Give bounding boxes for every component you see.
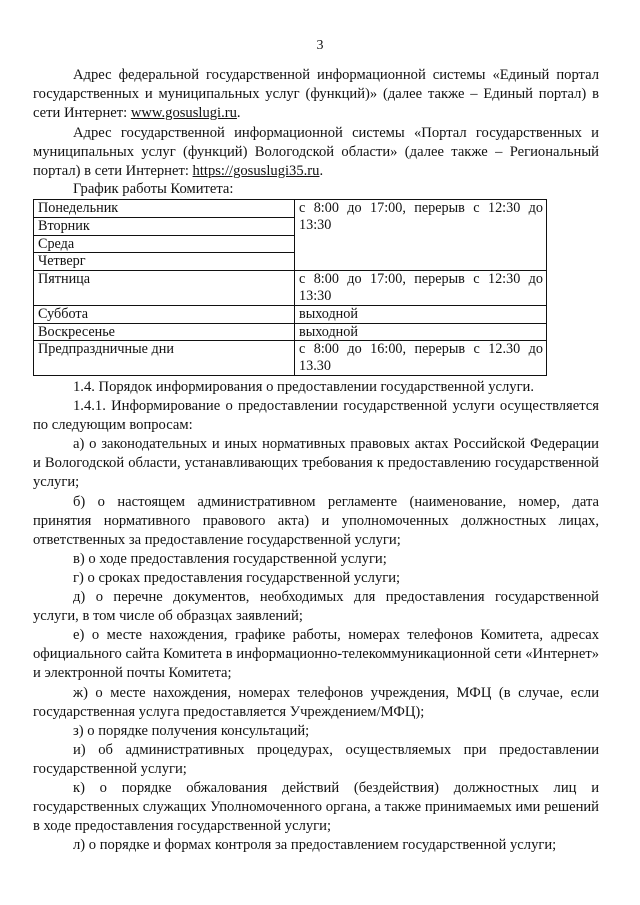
day-cell: Пятница (34, 271, 295, 306)
section-subheading: 1.4.1. Информирование о предоставлении государственной услуги осуществляется по следующим вопросам: (33, 398, 599, 434)
day-cell: Понедельник (34, 200, 295, 218)
list-item: б) о настоящем административном регламенте (наименование, номер, дата принятия нормативного правового акта) и уполномоченных должностных лицах, ответственных за предоставление государственной услуги; (33, 493, 599, 548)
schedule-title: График работы Комитета: (73, 181, 234, 198)
list-item: л) о порядке и формах контроля за предоставлением государственной услуги; (73, 837, 557, 854)
informing-section (33, 378, 599, 855)
federal-portal-end: . (236, 105, 241, 122)
time-cell: выходной (295, 323, 547, 341)
regional-portal-link[interactable]: https://gosuslugi35.ru (192, 163, 320, 180)
body-text (33, 66, 599, 197)
regional-portal-end: . (319, 163, 324, 180)
table-row (34, 305, 547, 323)
list-item: в) о ходе предоставления государственной услуги; (73, 550, 387, 567)
table-row (34, 200, 547, 218)
list-item: г) о сроках предоставления государственной услуги; (73, 569, 401, 586)
regional-portal-paragraph (33, 124, 599, 182)
list-item: и) об административных процедурах, осуществляемых при предоставлении государственной услуги; (33, 741, 599, 777)
time-cell: выходной (295, 305, 547, 323)
federal-portal-paragraph (33, 66, 599, 124)
table-row (34, 323, 547, 341)
table-row (34, 341, 547, 376)
list-item: к) о порядке обжалования действий (бездействия) должностных лиц и государственных служащих Уполномоченного органа, а также принимаемых ими решений в ходе предоставления государственной услуги; (33, 779, 599, 835)
day-cell: Предпраздничные дни (34, 341, 295, 376)
federal-portal-text: Адрес федеральной государственной информационной системы «Единый портал государственных и муниципальных услуг (функций)» (далее также – Единый портал) в сети Интернет: (33, 67, 599, 122)
day-cell: Среда (34, 235, 295, 253)
federal-portal-link[interactable]: www.gosuslugi.ru (130, 105, 237, 122)
list-item: д) о перечне документов, необходимых для предоставления государственной услуги, в том числе об образцах заявлений; (33, 589, 599, 625)
schedule-table (33, 199, 547, 376)
day-cell: Суббота (34, 305, 295, 323)
day-cell: Воскресенье (34, 323, 295, 341)
table-row (34, 271, 547, 306)
list-item: е) о месте нахождения, графике работы, номерах телефонов Комитета, адресах официального сайта Комитета в информационно-телекоммуникационной сети «Интернет» и электронной почты Комитета; (33, 627, 599, 682)
list-item: ж) о месте нахождения, номерах телефонов учреждения, МФЦ (в случае, если государственная услуга предоставляется Учреждением/МФЦ); (33, 684, 599, 720)
time-cell: с 8:00 до 17:00, перерыв с 12:30 до 13:30 (295, 271, 547, 306)
day-cell: Четверг (34, 253, 295, 271)
time-cell: с 8:00 до 16:00, перерыв с 12.30 до 13.30 (295, 341, 547, 376)
page-number: 3 (316, 38, 324, 53)
day-cell: Вторник (34, 217, 295, 235)
time-cell: с 8:00 до 17:00, перерыв с 12:30 до 13:30 (295, 200, 547, 271)
list-item: а) о законодательных и иных нормативных правовых актах Российской Федерации и Вологодской области, устанавливающих требования к предоставлению государственной услуги; (33, 436, 599, 491)
section-heading: 1.4. Порядок информирования о предоставлении государственной услуги. (73, 379, 535, 395)
regional-portal-text: Адрес государственной информационной системы «Портал государственных и муниципальных услуг (функций) Вологодской области» (далее также – Региональный портал) в сети Интернет: (33, 124, 599, 180)
schedule-table-wrap (0, 199, 547, 376)
list-item: з) о порядке получения консультаций; (73, 722, 310, 739)
